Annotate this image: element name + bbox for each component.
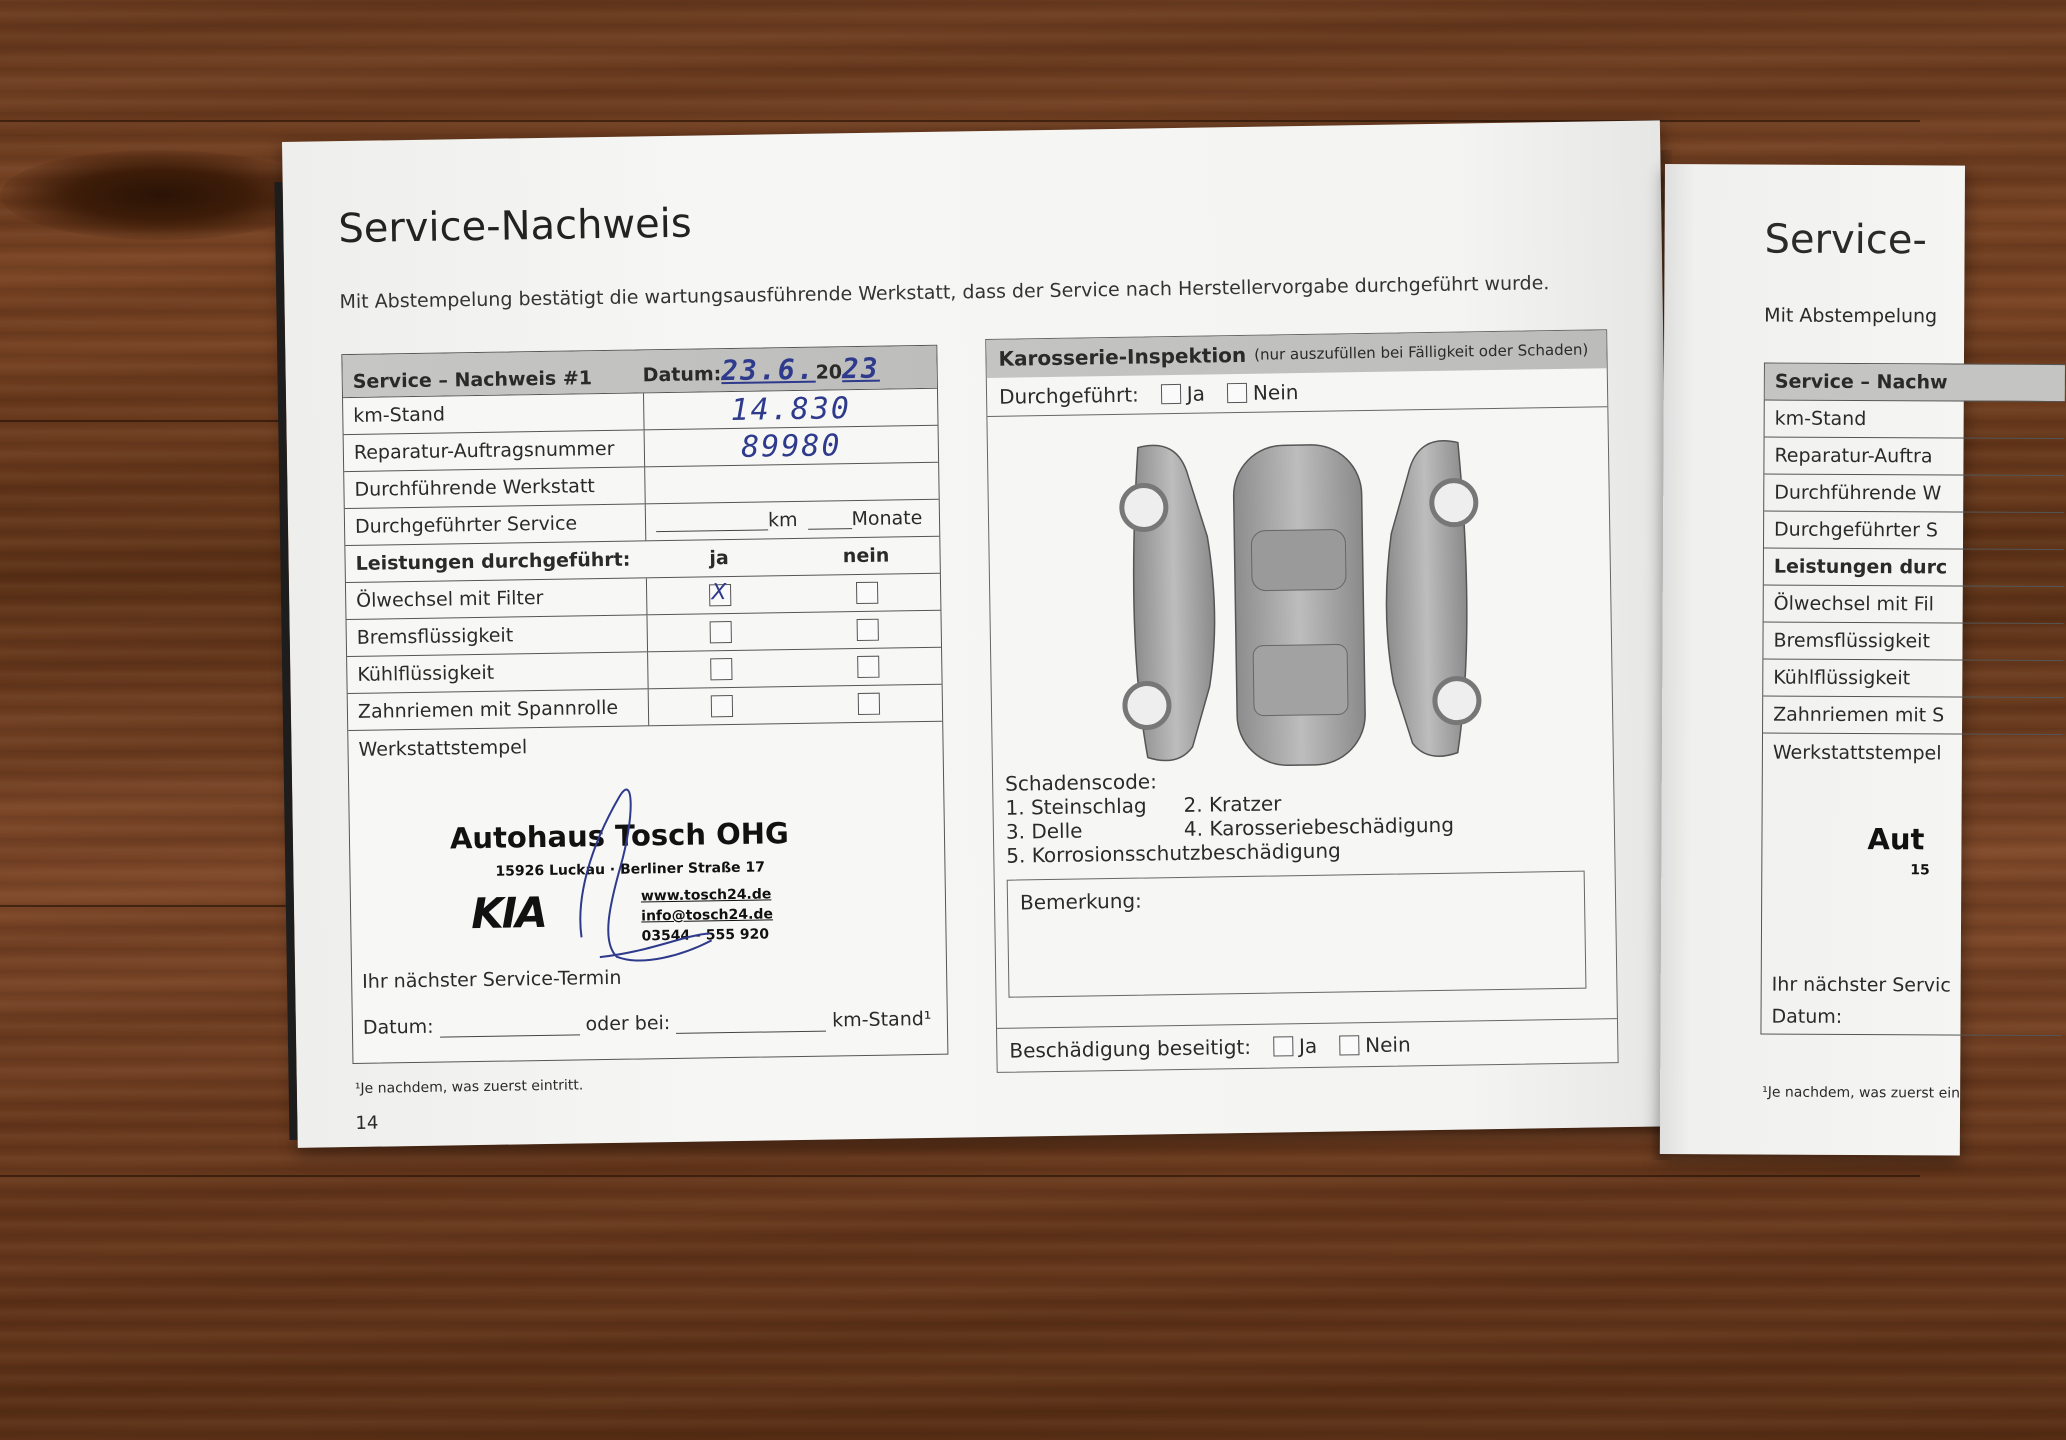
right-stamp-area xyxy=(1761,733,2063,1036)
next-km-blank[interactable] xyxy=(676,1013,826,1034)
damage-code-title: Schadenscode: xyxy=(1004,769,1158,796)
right-row-services: Leistungen durc xyxy=(1764,548,2064,587)
check-label: Ölwechsel mit Filter xyxy=(346,578,648,619)
next-service-label: Ihr nächster Service-Termin xyxy=(362,966,622,993)
ja-column-label: ja xyxy=(709,547,729,570)
nein-column-label: nein xyxy=(842,544,890,568)
damage-code: 3. Delle xyxy=(1005,818,1083,844)
done-no-checkbox[interactable] xyxy=(1227,383,1247,403)
right-service-table xyxy=(1760,363,2065,1037)
left-page xyxy=(282,120,1676,1148)
or-label: oder bei: xyxy=(585,1012,671,1036)
footnote: ¹Je nachdem, was zuerst eintritt. xyxy=(354,1077,584,1097)
check-label: Bremsflüssigkeit xyxy=(347,615,649,656)
right-row: Ölwechsel mit Fil xyxy=(1764,585,2064,624)
right-row: km-Stand xyxy=(1765,400,2065,439)
stamp-company: Autohaus Tosch OHG xyxy=(449,816,790,856)
checkbox-oil-ja[interactable] xyxy=(709,580,731,606)
km-unit: km xyxy=(767,508,798,532)
right-footnote: ¹Je nachdem, was zuerst ein xyxy=(1762,1084,1961,1102)
damage-code: 5. Korrosionsschutzbeschädigung xyxy=(1006,838,1341,868)
right-table-header: Service – Nachw xyxy=(1765,364,2065,402)
stamp-web: www.tosch24.de xyxy=(640,886,772,905)
km-value: 14.830 xyxy=(730,390,852,428)
fixed-label: Beschädigung beseitigt: xyxy=(1009,1034,1252,1063)
wood-knot xyxy=(0,150,320,240)
right-next-label: Ihr nächster Servic xyxy=(1771,973,1951,997)
km-stand-label: km-Stand¹ xyxy=(832,1007,932,1032)
fixed-yes-label: Ja xyxy=(1298,1033,1318,1058)
right-row: Reparatur-Auftra xyxy=(1764,437,2064,476)
workshop-stamp-area xyxy=(348,721,947,1063)
check-label: Kühlflüssigkeit xyxy=(347,652,649,693)
intro-text: Mit Abstempelung bestätigt die wartungsausführende Werkstatt, dass der Service nach Herstellervorgabe durchgeführt wurde. xyxy=(339,272,1550,314)
row-label: Durchführende Werkstatt xyxy=(344,467,646,508)
right-page-title: Service- xyxy=(1764,216,1927,264)
right-stamp-company: Aut xyxy=(1867,822,1925,857)
date-day: 23. xyxy=(720,353,779,388)
row-label: km-Stand xyxy=(343,393,645,434)
wood-plank-seam xyxy=(0,1175,1920,1177)
body-inspection-panel xyxy=(985,329,1618,1073)
services-label: Leistungen durchgeführt: xyxy=(355,548,631,575)
damage-fixed-row xyxy=(997,1018,1618,1072)
right-row: Bremsflüssigkeit xyxy=(1763,622,2063,661)
order-number-value: 89980 xyxy=(740,427,842,465)
right-page-intro: Mit Abstempelung xyxy=(1764,304,1938,328)
fixed-no-checkbox[interactable] xyxy=(1339,1035,1359,1055)
checkbox-oil-nein[interactable] xyxy=(856,582,878,604)
car-diagram-icon xyxy=(1118,432,1483,778)
right-date-label: Datum: xyxy=(1771,1005,1843,1028)
kia-logo: KIA xyxy=(470,887,547,939)
inspection-title: Karosserie-Inspektion xyxy=(998,342,1247,371)
service-record-title: Service – Nachweis #1 xyxy=(352,367,593,393)
date-year-suffix: 23 xyxy=(841,351,880,386)
damage-codes xyxy=(1005,765,1455,868)
service-date xyxy=(642,352,880,389)
right-stamp-label: Werkstattstempel xyxy=(1772,741,1942,765)
remark-box[interactable] xyxy=(1007,871,1587,998)
fixed-no-label: Nein xyxy=(1364,1031,1411,1057)
remark-label: Bemerkung: xyxy=(1019,888,1143,915)
fixed-yes-checkbox[interactable] xyxy=(1273,1036,1293,1056)
right-row: Durchgeführter S xyxy=(1764,511,2064,550)
row-label: Durchgeführter Service xyxy=(345,504,647,545)
check-label: Zahnriemen mit Spannrolle xyxy=(348,689,650,730)
row-label: Reparatur-Auftragsnummer xyxy=(344,430,646,471)
stamp-label: Werkstattstempel xyxy=(358,736,528,761)
checkbox-coolant-nein[interactable] xyxy=(857,656,879,678)
done-label: Durchgeführt: xyxy=(998,382,1139,409)
months-unit: Monate xyxy=(851,506,923,531)
done-yes-label: Ja xyxy=(1186,381,1206,406)
next-date-blank[interactable] xyxy=(439,1016,579,1037)
checkbox-brake-ja[interactable] xyxy=(710,621,732,643)
date-month: 6. xyxy=(777,352,816,387)
right-stamp-address: 15 xyxy=(1910,862,1930,879)
right-row: Durchführende W xyxy=(1764,474,2064,513)
done-no-label: Nein xyxy=(1252,380,1299,405)
check-mark: X xyxy=(711,580,727,606)
date-label: Datum: xyxy=(642,363,722,387)
damage-code: 4. Karosseriebeschädigung xyxy=(1183,812,1455,841)
page-number: 14 xyxy=(355,1112,379,1134)
done-yes-checkbox[interactable] xyxy=(1161,384,1181,404)
stamp-phone: 03544 - 555 920 xyxy=(641,926,770,945)
damage-code: 2. Kratzer xyxy=(1183,791,1282,817)
page-title: Service-Nachweis xyxy=(338,200,693,253)
next-date-label: Datum: xyxy=(362,1015,434,1039)
checkbox-brake-nein[interactable] xyxy=(856,619,878,641)
damage-code: 1. Steinschlag xyxy=(1005,793,1147,820)
checkbox-coolant-ja[interactable] xyxy=(710,658,732,680)
date-year-prefix: 20 xyxy=(815,361,843,384)
stamp-email: info@tosch24.de xyxy=(641,906,774,925)
right-page xyxy=(1660,164,1965,1156)
months-blank xyxy=(807,510,851,530)
checkbox-belt-ja[interactable] xyxy=(711,695,733,717)
service-record-table xyxy=(341,345,948,1064)
right-row: Kühlflüssigkeit xyxy=(1763,659,2063,698)
inspection-done-row xyxy=(987,368,1608,417)
checkbox-belt-nein[interactable] xyxy=(857,693,879,715)
stamp-address: 15926 Luckau · Berliner Straße 17 xyxy=(495,859,766,880)
km-blank xyxy=(656,511,768,532)
right-row: Zahnriemen mit S xyxy=(1763,696,2063,735)
inspection-subtitle: (nur auszufüllen bei Fälligkeit oder Schaden) xyxy=(1254,340,1589,364)
